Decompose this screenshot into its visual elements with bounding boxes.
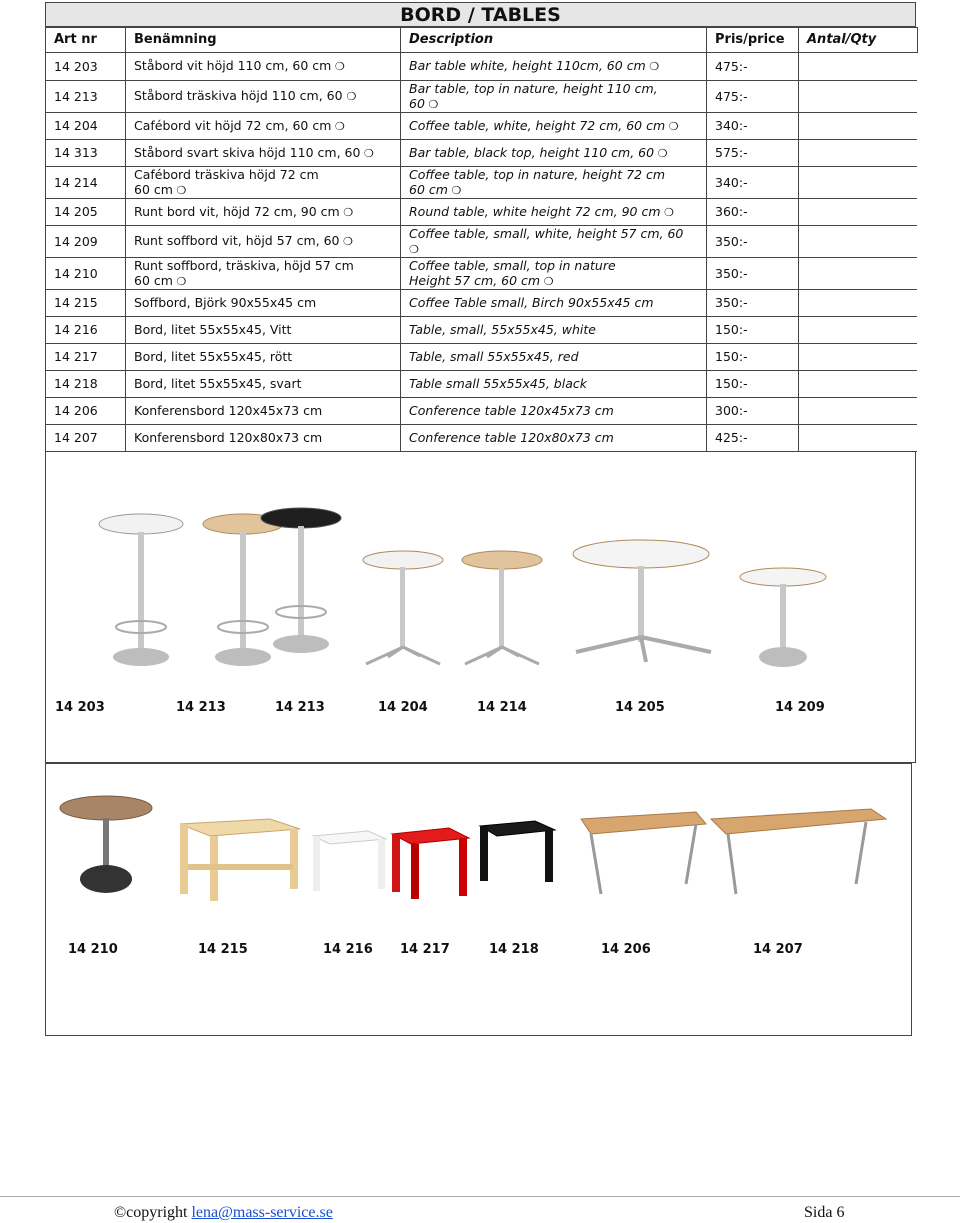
art-nr-cell: 14 217 <box>46 343 126 370</box>
table-row <box>46 225 917 257</box>
description-cell <box>401 80 707 112</box>
cell-text: Bord, litet 55x55x45, rött <box>134 349 293 364</box>
image-panel-top <box>45 452 916 763</box>
price-cell: 150:- <box>707 370 799 397</box>
col-header-name: Benämning <box>125 27 401 53</box>
description-cell <box>401 289 707 316</box>
table-row <box>46 316 917 343</box>
price-cell: 475:- <box>707 53 799 80</box>
cell-line <box>134 258 400 273</box>
name-cell <box>126 53 401 80</box>
moon-icon: ❍ <box>172 183 187 197</box>
price-cell: 360:- <box>707 198 799 225</box>
cell-line <box>134 88 400 104</box>
cell-line <box>134 204 400 220</box>
caption: 14 209 <box>775 700 825 715</box>
moon-icon: ❍ <box>339 235 353 248</box>
table-row <box>46 112 917 139</box>
cell-text: Coffee Table small, Birch 90x55x45 cm <box>409 295 654 310</box>
moon-icon: ❍ <box>172 274 187 288</box>
art-nr-cell: 14 203 <box>46 53 126 80</box>
cell-line <box>409 58 706 74</box>
description-cell <box>401 257 707 289</box>
footer-divider <box>0 1196 960 1197</box>
product-image-14217 <box>392 828 469 899</box>
table-row <box>46 166 917 198</box>
description-cell <box>401 198 707 225</box>
price-cell: 350:- <box>707 257 799 289</box>
cell-text: Coffee table, white, height 72 cm, 60 cm <box>409 117 666 133</box>
caption: 14 216 <box>323 942 373 957</box>
cell-text: Table, small 55x55x45, red <box>409 349 579 364</box>
moon-icon: ❍ <box>645 60 660 74</box>
cell-line <box>134 182 400 198</box>
moon-icon: ❍ <box>331 60 345 74</box>
footer-copyright <box>114 1204 333 1222</box>
cell-line <box>134 233 400 249</box>
name-cell <box>126 257 401 289</box>
cell-text: Table, small, 55x55x45, white <box>409 322 596 337</box>
description-cell <box>401 316 707 343</box>
price-cell: 575:- <box>707 139 799 166</box>
cell-line <box>134 322 400 337</box>
qty-cell <box>799 289 917 316</box>
cell-text: Runt soffbord, träskiva, höjd 57 cm <box>134 257 354 273</box>
qty-cell <box>799 112 917 139</box>
cell-text: Bar table, top in nature, height 110 cm, <box>409 80 658 96</box>
cell-text: 60 cm <box>134 181 173 197</box>
product-image-14204 <box>363 551 443 664</box>
caption: 14 207 <box>753 942 803 957</box>
name-cell <box>126 80 401 112</box>
qty-cell <box>799 343 917 370</box>
art-nr-cell: 14 214 <box>46 166 126 198</box>
cell-line <box>409 96 706 112</box>
cell-line <box>134 430 400 445</box>
art-nr-cell: 14 206 <box>46 397 126 424</box>
cell-text: 60 cm <box>134 272 173 288</box>
name-cell <box>126 397 401 424</box>
cell-text: 60 <box>409 95 425 111</box>
art-nr-cell: 14 207 <box>46 424 126 451</box>
cell-line <box>409 182 706 198</box>
moon-icon: ❍ <box>346 90 357 103</box>
product-image-14206 <box>581 812 706 894</box>
name-cell <box>126 225 401 257</box>
art-nr-cell: 14 213 <box>46 80 126 112</box>
cell-text: Soffbord, Björk 90x55x45 cm <box>134 295 317 310</box>
name-cell <box>126 166 401 198</box>
caption: 14 217 <box>400 942 450 957</box>
cell-line <box>409 241 706 257</box>
cell-text: Coffee table, top in nature, height 72 cm <box>409 166 666 182</box>
product-image-14216 <box>313 831 386 891</box>
art-nr-cell: 14 215 <box>46 289 126 316</box>
name-cell <box>126 139 401 166</box>
qty-cell <box>799 225 917 257</box>
table-row <box>46 139 917 166</box>
moon-icon: ❍ <box>339 205 354 219</box>
col-header-price: Pris/price <box>706 27 799 53</box>
col-header-description: Description <box>400 27 707 53</box>
art-nr-cell: 14 209 <box>46 225 126 257</box>
page-number: Sida 6 <box>804 1204 845 1221</box>
cell-line <box>409 145 706 161</box>
cell-line <box>409 273 706 289</box>
qty-cell <box>799 316 917 343</box>
cell-text: Coffee table, small, white, height 57 cm, 60 <box>409 225 684 241</box>
cell-line <box>409 430 706 445</box>
table-row <box>46 198 917 225</box>
moon-icon: ❍ <box>447 183 462 197</box>
art-nr-cell: 14 205 <box>46 198 126 225</box>
qty-cell <box>799 166 917 198</box>
art-nr-cell: 14 216 <box>46 316 126 343</box>
price-cell: 475:- <box>707 80 799 112</box>
cell-text: Conference table 120x45x73 cm <box>409 403 614 418</box>
price-cell: 340:- <box>707 112 799 139</box>
cell-line <box>409 295 706 310</box>
qty-cell <box>799 80 917 112</box>
product-image-14203 <box>99 514 183 666</box>
product-image-14214 <box>462 551 542 664</box>
cell-line <box>409 376 706 391</box>
caption: 14 218 <box>489 942 539 957</box>
cell-text: Conference table 120x80x73 cm <box>409 430 614 445</box>
caption: 14 213 <box>275 700 325 715</box>
description-cell <box>401 424 707 451</box>
product-image-14205 <box>573 540 711 662</box>
cell-line <box>409 349 706 364</box>
cell-line <box>134 58 400 74</box>
moon-icon: ❍ <box>540 274 554 288</box>
cell-text: Height 57 cm, 60 cm <box>409 272 541 288</box>
moon-icon: ❍ <box>424 97 439 111</box>
table-row <box>46 80 917 112</box>
cell-text: Bord, litet 55x55x45, Vitt <box>134 322 292 337</box>
caption: 14 210 <box>68 942 118 957</box>
table-row <box>46 53 917 80</box>
product-image-14209 <box>740 568 826 667</box>
price-cell: 340:- <box>707 166 799 198</box>
table-images-top <box>46 452 917 763</box>
moon-icon: ❍ <box>331 119 345 133</box>
qty-cell <box>799 198 917 225</box>
name-cell <box>126 424 401 451</box>
cell-text: Bar table, black top, height 110 cm, 60 <box>409 144 655 160</box>
product-image-14213-a <box>203 514 283 666</box>
price-cell: 150:- <box>707 343 799 370</box>
cell-text: Runt bord vit, höjd 72 cm, 90 cm <box>134 203 340 219</box>
name-cell <box>126 343 401 370</box>
table-row <box>46 257 917 289</box>
product-image-14218 <box>480 821 555 882</box>
art-nr-cell: 14 313 <box>46 139 126 166</box>
qty-cell <box>799 424 917 451</box>
table-row <box>46 289 917 316</box>
cell-text: Round table, white height 72 cm, 90 cm <box>409 203 661 219</box>
cell-line <box>409 322 706 337</box>
page-title: BORD / TABLES <box>45 2 916 27</box>
description-cell <box>401 139 707 166</box>
qty-cell <box>799 397 917 424</box>
email-link[interactable]: lena@mass-service.se <box>191 1204 333 1221</box>
description-cell <box>401 53 707 80</box>
cell-line <box>409 258 706 273</box>
cell-text: Coffee table, small, top in nature <box>409 257 616 273</box>
cell-line <box>409 118 706 134</box>
price-cell: 300:- <box>707 397 799 424</box>
cell-text: Table small 55x55x45, black <box>409 376 587 391</box>
description-cell <box>401 370 707 397</box>
art-nr-cell: 14 204 <box>46 112 126 139</box>
cell-line <box>409 167 706 182</box>
cell-line <box>134 349 400 364</box>
product-image-14207 <box>711 809 886 894</box>
name-cell <box>126 316 401 343</box>
image-panel-bottom <box>45 763 912 1036</box>
description-cell <box>401 397 707 424</box>
price-table <box>45 53 917 452</box>
moon-icon: ❍ <box>360 146 374 160</box>
cell-line <box>134 167 400 182</box>
moon-icon: ❍ <box>654 146 668 160</box>
product-image-14215 <box>180 819 300 901</box>
cell-line <box>134 145 400 161</box>
art-nr-cell: 14 210 <box>46 257 126 289</box>
table-row <box>46 397 917 424</box>
copyright-text: ©copyright <box>114 1204 192 1221</box>
caption: 14 205 <box>615 700 665 715</box>
name-cell <box>126 289 401 316</box>
price-cell: 350:- <box>707 289 799 316</box>
art-nr-cell: 14 218 <box>46 370 126 397</box>
cell-text: Ståbord svart skiva höjd 110 cm, 60 <box>134 144 361 160</box>
qty-cell <box>799 53 917 80</box>
cell-line <box>134 118 400 134</box>
description-cell <box>401 225 707 257</box>
cell-text: Cafébord vit höjd 72 cm, 60 cm <box>134 117 332 133</box>
caption: 14 203 <box>55 700 105 715</box>
cell-text: Cafébord träskiva höjd 72 cm <box>134 166 319 182</box>
price-cell: 425:- <box>707 424 799 451</box>
cell-text: Konferensbord 120x80x73 cm <box>134 430 323 445</box>
description-cell <box>401 112 707 139</box>
product-image-14210 <box>60 796 152 893</box>
cell-text: Bar table white, height 110cm, 60 cm <box>409 58 646 74</box>
table-images-bottom <box>46 764 913 1037</box>
col-header-qty: Antal/Qty <box>798 27 918 53</box>
cell-line <box>134 273 400 289</box>
description-cell <box>401 166 707 198</box>
cell-text: Runt soffbord vit, höjd 57 cm, 60 <box>134 233 340 248</box>
table-row <box>46 370 917 397</box>
cell-text: 60 cm <box>409 181 448 197</box>
cell-text: Konferensbord 120x45x73 cm <box>134 403 323 418</box>
cell-text: Ståbord träskiva höjd 110 cm, 60 <box>134 88 347 103</box>
name-cell <box>126 112 401 139</box>
cell-line <box>134 403 400 418</box>
caption: 14 206 <box>601 942 651 957</box>
moon-icon: ❍ <box>665 119 679 133</box>
description-cell <box>401 343 707 370</box>
qty-cell <box>799 257 917 289</box>
caption: 14 213 <box>176 700 226 715</box>
price-cell: 350:- <box>707 225 799 257</box>
moon-icon: ❍ <box>409 242 419 256</box>
cell-line <box>409 81 706 96</box>
cell-line <box>134 376 400 391</box>
col-header-art-nr: Art nr <box>45 27 126 53</box>
name-cell <box>126 370 401 397</box>
cell-line <box>409 403 706 418</box>
caption: 14 215 <box>198 942 248 957</box>
cell-text: Bord, litet 55x55x45, svart <box>134 376 302 391</box>
cell-line <box>409 226 706 241</box>
cell-line <box>134 295 400 310</box>
caption: 14 204 <box>378 700 428 715</box>
name-cell <box>126 198 401 225</box>
qty-cell <box>799 139 917 166</box>
moon-icon: ❍ <box>660 205 674 219</box>
table-row <box>46 343 917 370</box>
qty-cell <box>799 370 917 397</box>
cell-line <box>409 204 706 220</box>
price-cell: 150:- <box>707 316 799 343</box>
table-row <box>46 424 917 451</box>
cell-text: Ståbord vit höjd 110 cm, 60 cm <box>134 58 332 74</box>
caption: 14 214 <box>477 700 527 715</box>
